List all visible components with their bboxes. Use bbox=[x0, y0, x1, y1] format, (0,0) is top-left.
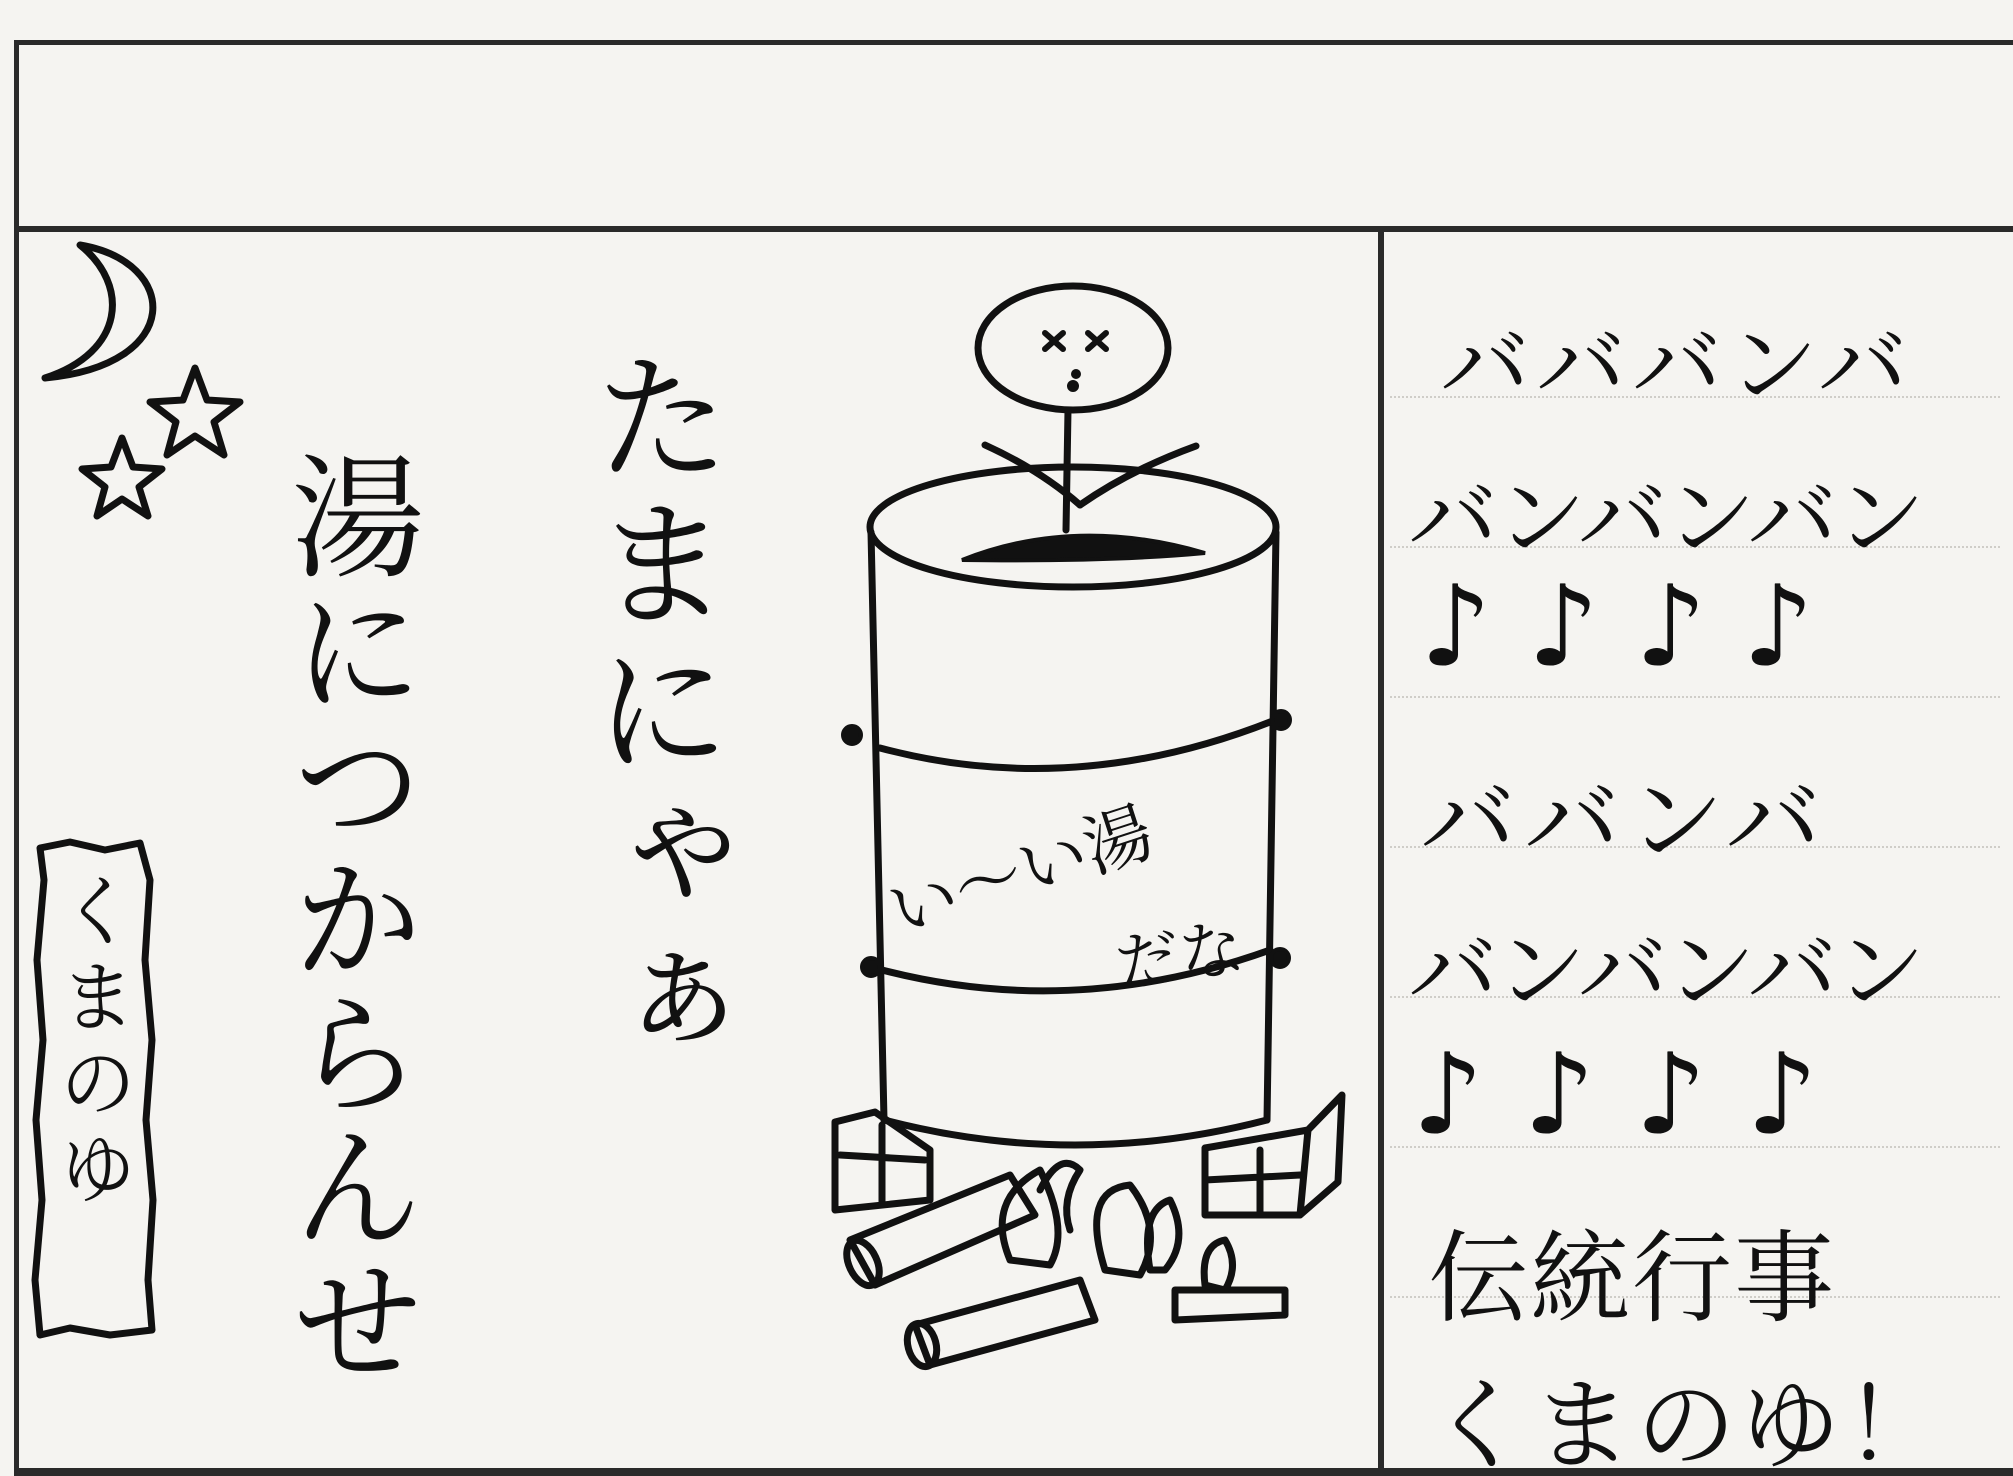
barrel-body-right bbox=[1267, 532, 1276, 1120]
onomatopoeia-line: ババンバ bbox=[1420, 765, 1830, 877]
barrel-band-1 bbox=[880, 720, 1275, 768]
figure-eye-left bbox=[1045, 333, 1063, 349]
barrel-text-line-1: い〜い湯 bbox=[879, 792, 1163, 953]
star-icon bbox=[82, 438, 162, 516]
barrel-rivet bbox=[843, 726, 861, 744]
caption-line: くまのゆ！ bbox=[1428, 1367, 1948, 1476]
music-notes: ♪♪♪♪ bbox=[1420, 562, 1850, 692]
barrel-bottom bbox=[884, 1120, 1267, 1145]
barrel-rivet bbox=[1272, 711, 1290, 729]
onomatopoeia-line: バンバンバン bbox=[1408, 919, 1924, 1024]
barrel-rivet bbox=[862, 958, 880, 976]
figure-mouth bbox=[1069, 382, 1077, 390]
sign-text: くまのゆ bbox=[46, 870, 136, 1214]
flame-icon bbox=[1097, 1185, 1151, 1275]
barrel-body-left bbox=[871, 532, 884, 1120]
log bbox=[1175, 1290, 1285, 1320]
caption-line: 伝統行事 bbox=[1428, 1220, 1836, 1337]
barrel-rivet bbox=[1271, 949, 1289, 967]
vertical-line-1: たまにゃぁ bbox=[569, 345, 732, 1075]
barrel-rim bbox=[870, 467, 1276, 587]
star-icon bbox=[150, 368, 240, 455]
figure-nose bbox=[1073, 371, 1079, 377]
vertical-line-2: 湯につからんせ bbox=[269, 448, 425, 1386]
moon-icon bbox=[45, 245, 153, 378]
log bbox=[915, 1280, 1095, 1365]
figure-eye-right bbox=[1088, 333, 1106, 349]
flame-icon bbox=[1204, 1240, 1232, 1290]
barrel-text-line-2: だな bbox=[1111, 911, 1249, 1003]
barrel-water bbox=[962, 536, 1205, 561]
onomatopoeia-line: バンバンバン bbox=[1408, 466, 1924, 571]
music-notes: ♪♪♪♪ bbox=[1412, 1030, 1858, 1160]
onomatopoeia-line: バババンバ bbox=[1440, 313, 1914, 418]
brick-right bbox=[1205, 1095, 1342, 1215]
